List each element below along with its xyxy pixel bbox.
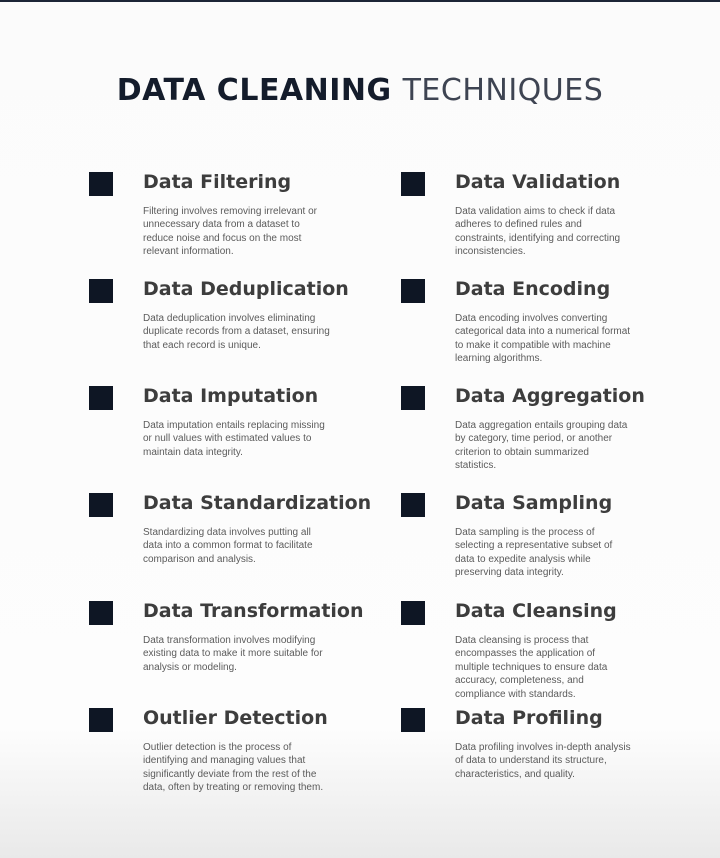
technique-description: Data encoding involves converting categorical data into a numerical format to make it compatible with machine learning algorithms. <box>455 313 631 365</box>
square-bullet-icon <box>89 279 113 303</box>
technique-description: Data aggregation entails grouping data by category, time period, or another criterion to obtain summarized statistics. <box>455 420 628 472</box>
technique-description: Data cleansing is process that encompasses the application of multiple techniques to ensure data accuracy, completeness, and compliance with standards. <box>455 635 608 700</box>
technique-heading: Data Cleansing <box>455 600 617 622</box>
square-bullet-icon <box>401 601 425 625</box>
square-bullet-icon <box>401 708 425 732</box>
technique-description: Outlier detection is the process of identifying and managing values that significantly deviate from the rest of the data, often by treating or removing them. <box>143 742 324 794</box>
square-bullet-icon <box>401 172 425 196</box>
technique-heading: Data Standardization <box>143 492 372 514</box>
technique-description: Data transformation involves modifying existing data to make it more suitable for analysis or modeling. <box>143 635 323 673</box>
technique-heading: Data Imputation <box>143 385 319 407</box>
technique-heading: Data Encoding <box>455 278 611 300</box>
technique-heading: Data Aggregation <box>455 385 645 407</box>
technique-heading: Data Filtering <box>143 171 292 193</box>
technique-description: Data profiling involves in-depth analysis of data to understand its structure, characteristics, and quality. <box>455 742 631 780</box>
square-bullet-icon <box>89 708 113 732</box>
top-border-rule <box>0 0 720 2</box>
title-strong: DATA CLEANING <box>116 73 392 108</box>
square-bullet-icon <box>401 493 425 517</box>
technique-heading: Data Sampling <box>455 492 613 514</box>
square-bullet-icon <box>401 386 425 410</box>
technique-description: Standardizing data involves putting all data into a common format to facilitate comparison and analysis. <box>143 527 313 565</box>
technique-heading: Data Profiling <box>455 707 603 729</box>
technique-description: Data sampling is the process of selecting a representative subset of data to expedite analysis while preserving data integrity. <box>455 527 613 579</box>
page-title <box>0 71 720 111</box>
technique-description: Data deduplication involves eliminating duplicate records from a dataset, ensuring that each record is unique. <box>143 313 330 351</box>
technique-description: Data validation aims to check if data adheres to defined rules and constraints, identifying and correcting inconsistencies. <box>455 206 621 258</box>
technique-description: Filtering involves removing irrelevant or unnecessary data from a dataset to reduce noise and focus on the most relevant information. <box>143 206 317 258</box>
technique-heading: Data Validation <box>455 171 621 193</box>
square-bullet-icon <box>89 493 113 517</box>
technique-heading: Data Transformation <box>143 600 364 622</box>
square-bullet-icon <box>89 601 113 625</box>
square-bullet-icon <box>89 172 113 196</box>
square-bullet-icon <box>89 386 113 410</box>
title-light: TECHNIQUES <box>402 73 604 108</box>
square-bullet-icon <box>401 279 425 303</box>
technique-description: Data imputation entails replacing missing or null values with estimated values to maintain data integrity. <box>143 420 325 458</box>
technique-heading: Outlier Detection <box>143 707 328 729</box>
technique-heading: Data Deduplication <box>143 278 349 300</box>
